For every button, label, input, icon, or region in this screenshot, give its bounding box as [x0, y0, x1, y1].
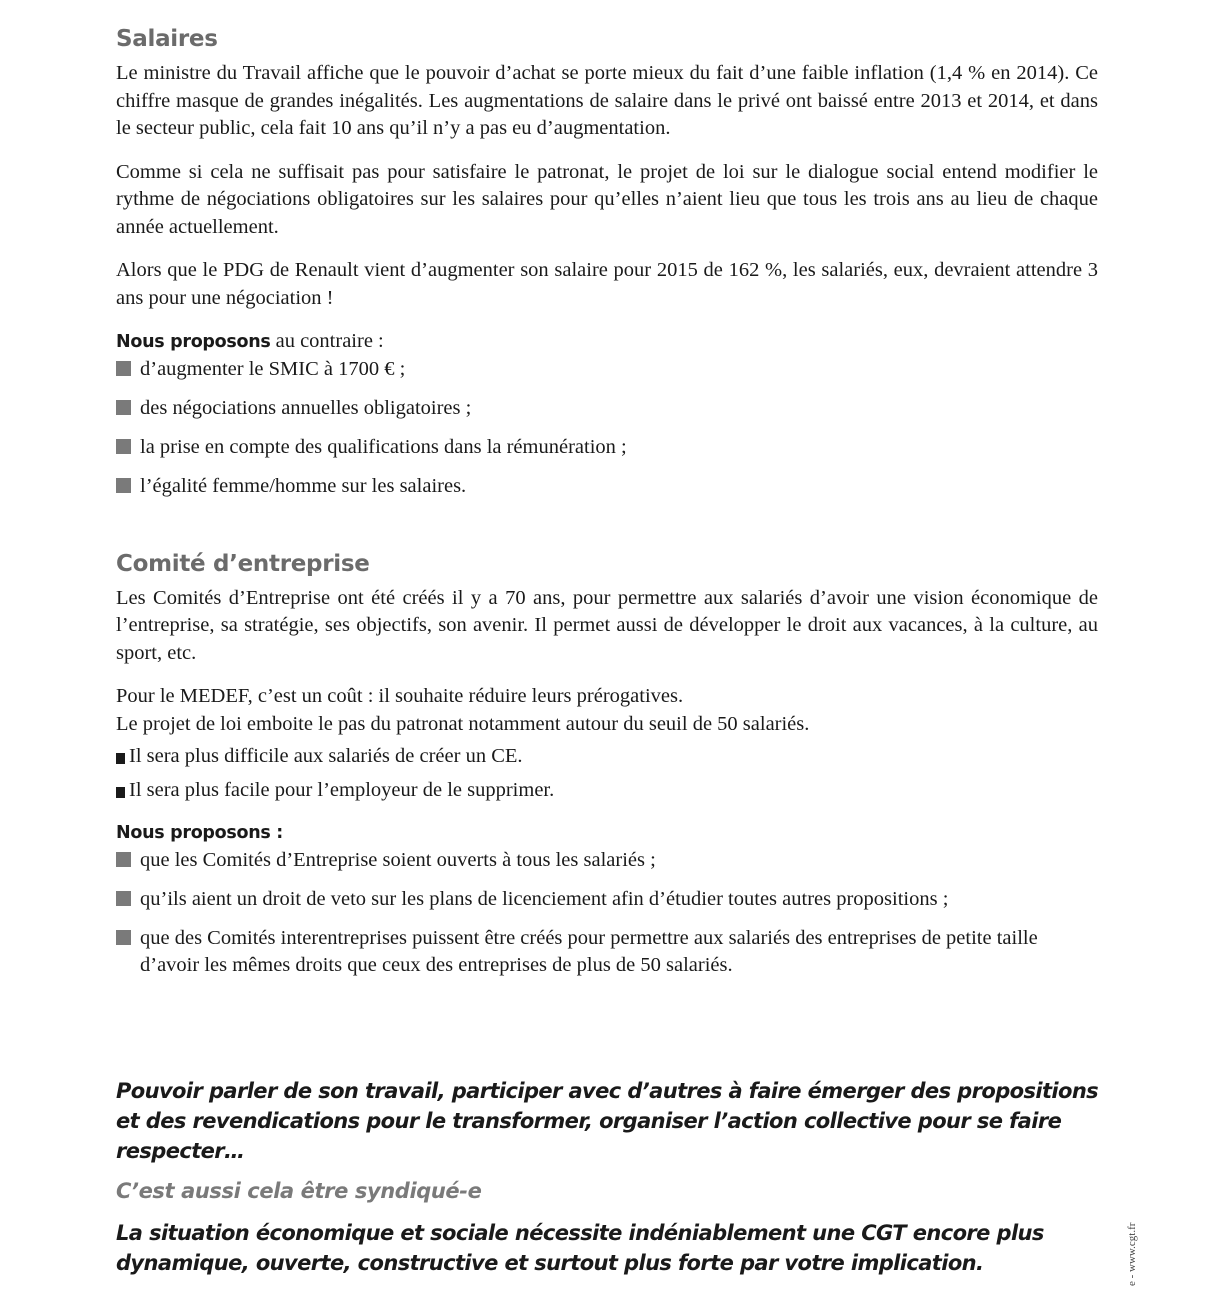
list-item	[116, 847, 1098, 875]
section-heading: Comité d’entreprise	[116, 550, 370, 577]
paragraph: Les Comités d’Entreprise ont été créés il y a 70 ans, pour permettre aux salariés d’avoir une vision économique de l’entreprise, sa stratégie, ses objectifs, son avenir. Il permet aussi de développer le droit aux vacances, à la culture, au sport, etc.	[116, 586, 1098, 664]
list-item-text: que les Comités d’Entreprise soient ouverts à tous les salariés ;	[140, 848, 656, 871]
section-comite	[116, 551, 1098, 980]
square-bullet-icon	[116, 753, 125, 764]
proposals-lead	[116, 328, 1098, 356]
side-url-text: e - www.cgt.fr	[1126, 1222, 1138, 1286]
list-item-text: qu’ils aient un droit de veto sur les plans de licenciement afin d’étudier toutes autres propositions ;	[140, 887, 949, 910]
document-page	[116, 26, 1098, 991]
list-item-text: des négociations annuelles obligatoires ;	[140, 397, 472, 419]
paragraph: Le projet de loi emboite le pas du patronat notamment autour du seuil de 50 salariés.	[116, 712, 810, 735]
list-item-text: Il sera plus difficile aux salariés de créer un CE.	[129, 745, 523, 767]
proposals-lead-bold: Nous proposons :	[116, 822, 283, 843]
square-bullet-icon	[116, 439, 131, 454]
list-item-text: la prise en compte des qualifications dans la rémunération ;	[140, 436, 627, 458]
list-item	[116, 743, 1098, 771]
list-item	[116, 925, 1098, 980]
square-bullet-icon	[116, 891, 131, 906]
list-item	[116, 434, 1098, 462]
section-salaires	[116, 26, 1098, 501]
list-item	[116, 356, 1098, 384]
square-bullet-icon	[116, 400, 131, 415]
side-url	[1124, 1196, 1140, 1286]
closing-statement: La situation économique et sociale nécessite indéniablement une CGT encore plus dynamique, ouverte, constructive et surtout plus forte par votre implication.	[116, 1221, 1044, 1275]
proposals-lead-rest: au contraire :	[270, 330, 384, 352]
list-item	[116, 886, 1098, 914]
list-item-text: Il sera plus facile pour l’employeur de le supprimer.	[129, 779, 555, 801]
list-item	[116, 473, 1098, 501]
proposals-lead-bold: Nous proposons	[116, 332, 271, 352]
list-item-text: l’égalité femme/homme sur les salaires.	[140, 475, 467, 497]
square-bullet-icon	[116, 852, 131, 867]
square-bullet-icon	[116, 930, 131, 945]
consequence-list	[116, 743, 1098, 805]
square-bullet-icon	[116, 361, 131, 376]
paragraph: Pour le MEDEF, c’est un coût : il souhaite réduire leurs prérogatives.	[116, 685, 684, 707]
paragraph: Le ministre du Travail affiche que le pouvoir d’achat se porte mieux du fait d’une faible inflation (1,4 % en 2014). Ce chiffre masque de grandes inégalités. Les augmentations de salaire dans le privé ont baissé entre 2013 et 2014, et dans le secteur public, cela fait 10 ans qu’il n’y a pas eu d’augmentation.	[116, 62, 1098, 139]
list-item	[116, 395, 1098, 423]
closing-statement: Pouvoir parler de son travail, participer avec d’autres à faire émerger des propositions et des revendications pour le transformer, organiser l’action collective pour se faire respecter…	[116, 1079, 1099, 1163]
list-item	[116, 777, 1098, 805]
section-heading: Salaires	[116, 26, 218, 52]
proposal-list	[116, 847, 1098, 980]
list-item-text: d’augmenter le SMIC à 1700 € ;	[140, 358, 406, 380]
list-item-text: que des Comités interentreprises puissent être créés pour permettre aux salariés des entreprises de petite taille d’avoir les mêmes droits que ceux des entreprises de plus de 50 salariés.	[140, 926, 1038, 976]
paragraph: Comme si cela ne suffisait pas pour satisfaire le patronat, le projet de loi sur le dialogue social entend modifier le rythme de négociations obligatoires sur les salaires pour qu’elles n’aient lieu que tous les trois ans au lieu de chaque année actuellement.	[116, 160, 1098, 238]
proposals-lead	[116, 819, 1098, 847]
proposal-list	[116, 356, 1098, 501]
closing-tagline: C’est aussi cela être syndiqué-e	[116, 1179, 482, 1203]
square-bullet-icon	[116, 478, 131, 493]
paragraph: Alors que le PDG de Renault vient d’augmenter son salaire pour 2015 de 162 %, les salariés, eux, devraient attendre 3 ans pour une négociation !	[116, 259, 1098, 309]
square-bullet-icon	[116, 787, 125, 798]
closing-section	[116, 1076, 1106, 1290]
